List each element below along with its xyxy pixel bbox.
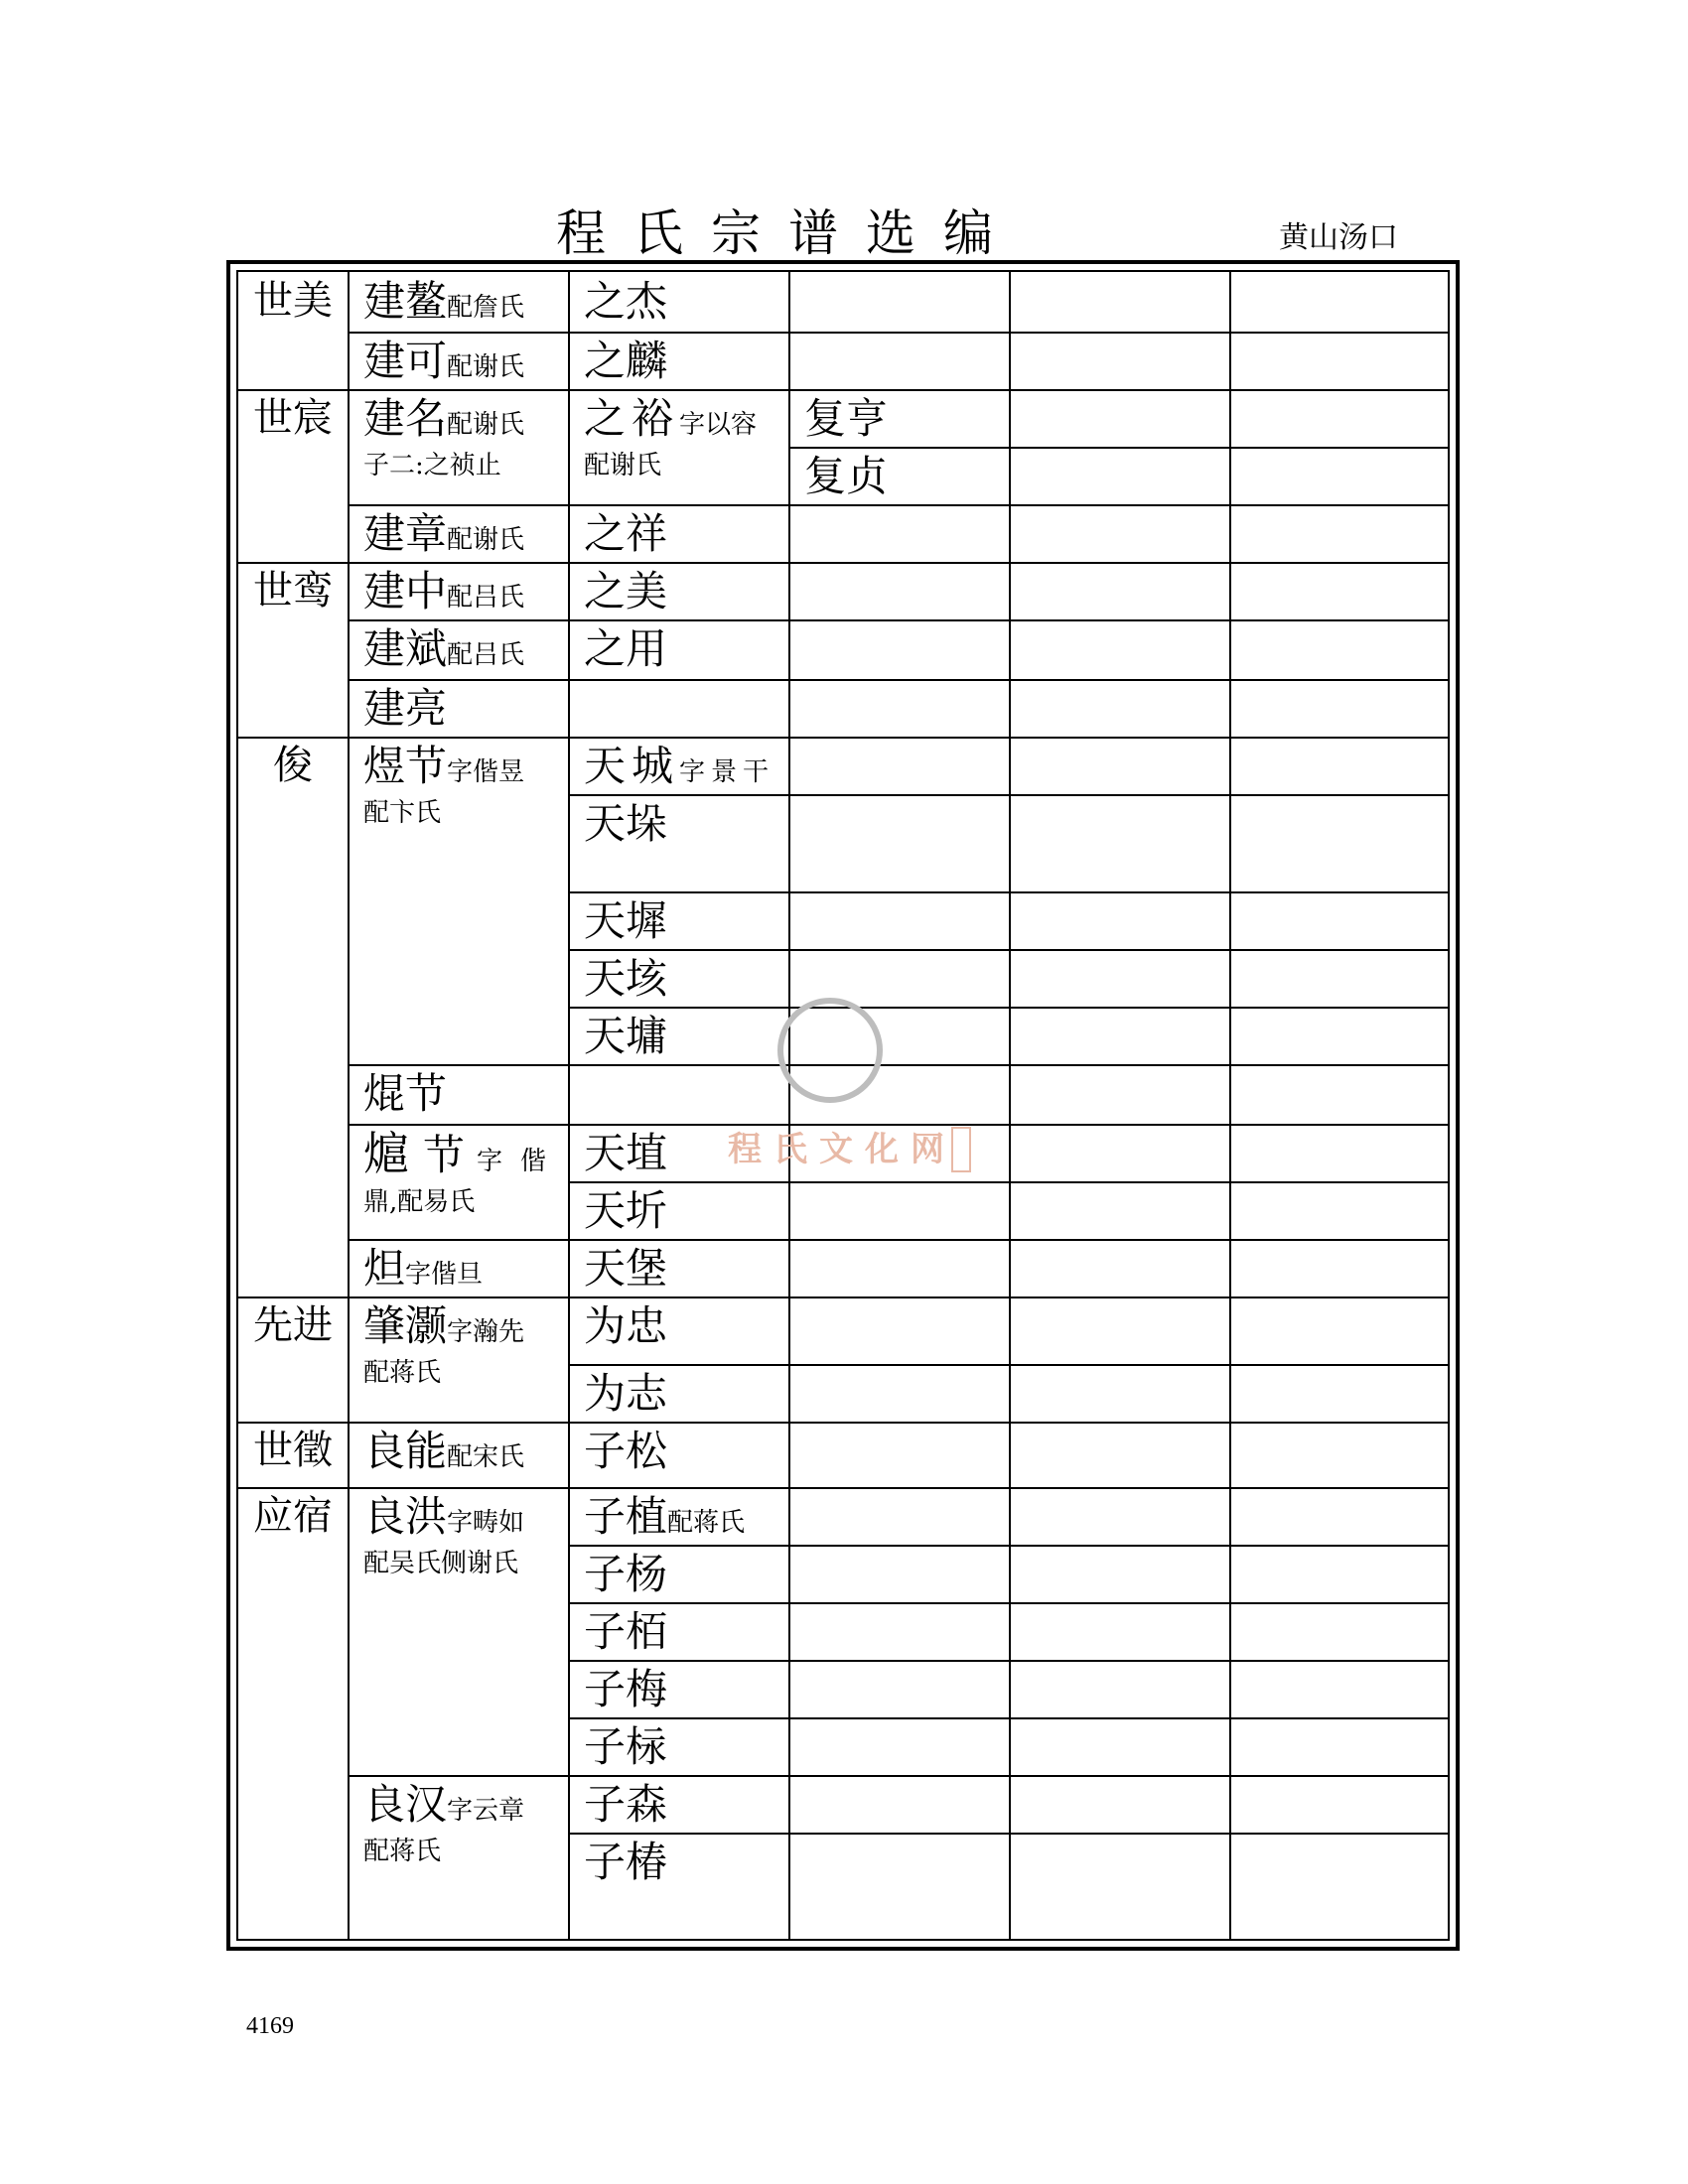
member-name-line	[350, 504, 568, 562]
member-note: 配谢氏	[447, 525, 525, 555]
child-name-line	[570, 332, 788, 385]
child-cell	[570, 1717, 788, 1775]
child-cell	[570, 1602, 788, 1660]
generation-cell	[238, 389, 348, 562]
child-name-line	[570, 1545, 788, 1598]
grandchild-cell	[790, 447, 1009, 504]
child-cell	[570, 389, 788, 504]
grandchild-cell	[790, 389, 1009, 447]
child-name: 之裕	[584, 394, 680, 443]
child-name: 之用	[584, 624, 668, 673]
child-name: 为志	[584, 1369, 668, 1418]
child-name: 天垓	[584, 954, 668, 1003]
member-cell	[350, 1124, 568, 1239]
child-name-line	[570, 1487, 788, 1545]
child-cell	[570, 1007, 788, 1064]
member-note-line2: 配蒋氏	[363, 1358, 442, 1388]
child-name-line	[570, 891, 788, 945]
child-cell	[570, 1124, 788, 1181]
child-name: 子柡	[584, 1722, 668, 1771]
child-name-line	[570, 272, 788, 326]
child-cell-empty	[570, 679, 788, 737]
generation-cell	[238, 562, 348, 737]
generation-cell	[238, 1297, 348, 1422]
child-name-line	[570, 1297, 788, 1350]
member-name: 良汉	[363, 1780, 448, 1829]
member-name: 建鳌	[363, 277, 448, 326]
child-cell-empty	[570, 1064, 788, 1124]
child-note: 字以容	[679, 410, 758, 440]
child-name: 之美	[584, 567, 668, 615]
child-cell	[570, 1422, 788, 1487]
member-name-line	[350, 562, 568, 619]
child-cell	[570, 1660, 788, 1717]
member-cell	[350, 1239, 568, 1297]
child-cell	[570, 1297, 788, 1364]
member-name-line	[350, 619, 568, 679]
child-name: 天墉	[584, 1012, 668, 1060]
member-name: 炟	[363, 1244, 406, 1293]
member-note: 配宋氏	[447, 1442, 525, 1472]
child-name-line	[570, 949, 788, 1003]
member-name: 建亮	[363, 684, 448, 733]
generation-name: 世鸾	[253, 568, 333, 614]
member-name-line	[350, 1422, 568, 1481]
child-name-line	[570, 1422, 788, 1475]
generation-cell	[238, 1487, 348, 1939]
member-cell	[350, 332, 568, 389]
child-name-line	[570, 1239, 788, 1293]
generation-name: 应宿	[253, 1493, 333, 1539]
member-name: 良洪	[363, 1492, 448, 1541]
child-name-line	[570, 562, 788, 615]
child-name: 之麟	[584, 337, 668, 385]
child-note: 字景干	[679, 757, 775, 787]
member-name-line	[350, 332, 568, 389]
child-name-line	[570, 1660, 788, 1713]
member-name-line	[350, 1064, 568, 1118]
member-name: 煜节	[363, 742, 448, 790]
member-cell	[350, 1487, 568, 1775]
member-note: 配詹氏	[447, 293, 525, 323]
genealogy-table	[236, 270, 1450, 1941]
watermark-text: 程氏文化网	[728, 1130, 956, 1169]
member-name: 熩	[363, 1127, 409, 1180]
member-name-line	[350, 1297, 568, 1356]
member-cell	[350, 562, 568, 619]
grandchild-name: 复贞	[804, 452, 889, 500]
grandchild-name: 复亨	[804, 394, 889, 443]
member-name-line	[350, 1487, 568, 1547]
member-note: 配谢氏	[447, 352, 525, 382]
child-name: 天埴	[584, 1129, 668, 1177]
child-cell	[570, 619, 788, 679]
member-cell	[350, 1064, 568, 1124]
child-note: 配蒋氏	[667, 1508, 746, 1538]
member-name: 建斌	[363, 624, 448, 673]
member-name: 建中	[363, 567, 448, 615]
child-name-line	[570, 1007, 788, 1060]
member-note: 字云章	[447, 1796, 525, 1826]
member-name-line	[350, 1239, 568, 1297]
child-cell	[570, 1487, 788, 1545]
member-name: 建章	[363, 509, 448, 558]
member-name-line	[350, 1124, 568, 1185]
child-name-line	[570, 1124, 788, 1177]
member-note-line2: 配卞氏	[363, 798, 442, 828]
child-name: 为忠	[584, 1301, 668, 1350]
member-note-line2: 子二:之祯止	[363, 451, 501, 480]
child-cell	[570, 1833, 788, 1939]
child-name: 子松	[584, 1427, 668, 1475]
child-name: 子杨	[584, 1550, 668, 1598]
column-divider	[1229, 272, 1231, 1939]
member-name-suffix: 节	[423, 1131, 466, 1179]
child-name-line	[570, 1717, 788, 1771]
place-name: 黄山汤口	[1279, 220, 1398, 255]
member-name-line	[350, 679, 568, 733]
member-note: 配吕氏	[447, 583, 525, 613]
member-note: 字偕	[477, 1147, 565, 1176]
child-cell	[570, 949, 788, 1007]
child-name: 子梅	[584, 1665, 668, 1713]
child-name: 天城	[584, 742, 680, 790]
child-cell	[570, 794, 788, 891]
child-name: 天圻	[584, 1186, 668, 1235]
member-note-line2: 配蒋氏	[363, 1837, 442, 1866]
member-cell	[350, 1422, 568, 1487]
generation-name: 世美	[253, 278, 333, 324]
child-name: 之祥	[584, 509, 668, 558]
child-name-line	[570, 1833, 788, 1886]
child-cell	[570, 1775, 788, 1833]
column-divider	[788, 272, 790, 1939]
child-cell	[570, 1181, 788, 1239]
member-cell	[350, 1775, 568, 1939]
member-cell	[350, 389, 568, 504]
member-name: 建名	[363, 394, 448, 443]
child-name-line	[570, 1775, 788, 1829]
generation-cell	[238, 737, 348, 1297]
member-cell	[350, 619, 568, 679]
child-name-line	[570, 1181, 788, 1235]
child-name: 天堡	[584, 1244, 668, 1293]
member-cell	[350, 737, 568, 1064]
child-cell	[570, 504, 788, 562]
member-note-line2: 配吴氏侧谢氏	[363, 1549, 519, 1578]
child-name-line	[570, 504, 788, 558]
generation-name: 俊	[273, 743, 313, 788]
child-name-line	[570, 1602, 788, 1656]
member-note: 字畴如	[447, 1508, 525, 1538]
child-cell	[570, 1545, 788, 1602]
member-name-line	[350, 1775, 568, 1835]
child-name-line	[570, 737, 788, 794]
member-note: 配谢氏	[447, 410, 525, 440]
page-title: 程氏宗谱选编	[556, 205, 1021, 262]
generation-cell	[238, 1422, 348, 1487]
member-note: 字偕昱	[447, 757, 525, 787]
generation-name: 先进	[253, 1302, 333, 1348]
child-cell	[570, 272, 788, 332]
child-name: 之杰	[584, 277, 668, 326]
generation-name: 世宸	[253, 395, 333, 441]
child-name: 子森	[584, 1780, 668, 1829]
child-note-line2: 配谢氏	[584, 451, 662, 480]
member-cell	[350, 1297, 568, 1422]
generation-name: 世徵	[253, 1428, 333, 1473]
child-name: 子植	[584, 1492, 668, 1541]
generation-cell	[238, 272, 348, 389]
child-cell	[570, 562, 788, 619]
child-name: 子椿	[584, 1838, 668, 1886]
member-note-line2: 鼎,配易氏	[363, 1187, 476, 1217]
member-cell	[350, 272, 568, 332]
child-cell	[570, 332, 788, 389]
member-name: 焜节	[363, 1069, 448, 1118]
child-cell	[570, 1239, 788, 1297]
member-note: 字瀚先	[447, 1317, 525, 1347]
child-name-line	[570, 619, 788, 673]
member-name-line	[350, 389, 568, 449]
member-name-line	[350, 737, 568, 796]
member-note: 字偕旦	[405, 1260, 484, 1290]
child-name-line	[570, 794, 788, 848]
member-note: 配吕氏	[447, 640, 525, 670]
page-number: 4169	[246, 2013, 294, 2039]
child-name-line	[570, 389, 788, 449]
child-name: 天墀	[584, 896, 668, 945]
column-divider	[1009, 272, 1011, 1939]
member-cell	[350, 504, 568, 562]
member-name: 建可	[363, 337, 448, 385]
child-cell	[570, 1364, 788, 1422]
member-name-line	[350, 272, 568, 332]
child-cell	[570, 737, 788, 794]
member-cell	[350, 679, 568, 737]
child-cell	[570, 891, 788, 949]
member-name: 良能	[363, 1427, 448, 1475]
child-name: 子栢	[584, 1607, 668, 1656]
member-name: 肇灏	[363, 1301, 448, 1350]
child-name-line	[570, 1364, 788, 1418]
child-name: 天垛	[584, 799, 668, 848]
